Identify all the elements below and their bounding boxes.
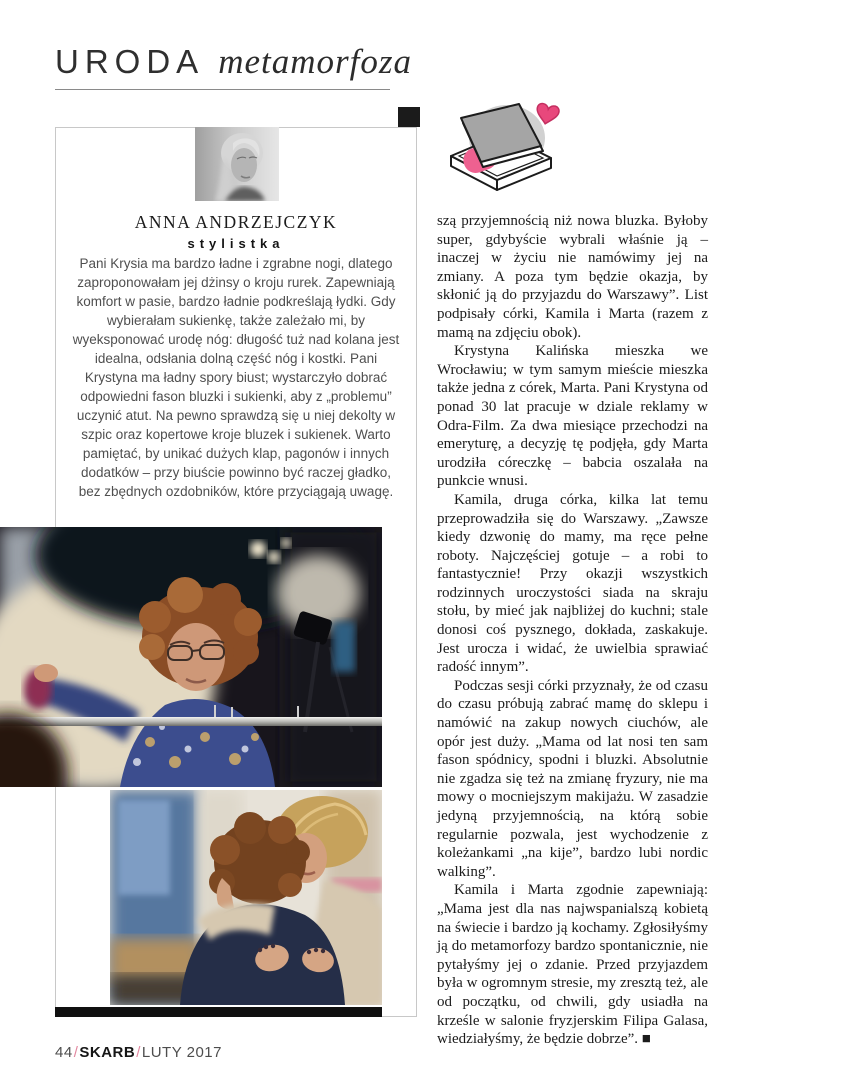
card-bottom-bar [55, 1007, 382, 1017]
article-body [437, 212, 708, 1049]
article-paragraph: Podczas sesji córki przyznały, że od czasu do czasu próbują zabrać mamę do sklepu i namówić na zakup nowych ciuchów, ale opór jest duży. „Mama od lat nosi ten sam fason spódnicy, spodni i bluzki. Absolutnie nie zgadza się też na zmianę fryzury, nie ma mowy o mocniejszym makijażu. W zasadzie jedyną przyjemnością, na którą sobie regularnie pozwala, jest wychodzenie z koleżankami „na kije”, bardzo lubi nordic walking”. [437, 677, 708, 880]
stylist-portrait-photo [195, 127, 279, 201]
page-header [55, 42, 412, 82]
stylist-role: stylistka [187, 236, 285, 251]
section-title: URODA [55, 43, 205, 80]
portrait-image [195, 127, 279, 201]
article-paragraph: szą przyjemnością niż nowa bluzka. Byłoby super, gdybyście wybrali właśnie ją – inaczej w życiu nie namówimy jej na zmiany. A poza tym będzie okazja, by skłonić ją do przyjazdu do Warszawy”. List podpisały córki, Kamila i Marta (razem z mamą na zdjęciu obok). [437, 213, 708, 341]
article-paragraph: Kamila i Marta zgodnie zapewniają: „Mama jest dla nas najwspanialszą kobietą na świecie i bardzo ją kochamy. Zgłosiłyśmy ją do metamorfozy bardzo spontanicznie, nie pytałyśmy jej o zdanie. Przed przyjazdem była w ogromnym stresie, my zresztą też, ale od początku, od chwili, gdy usiadła na krześle w salonie fryzjerskim Filipa Galasa, wiedziałyśmy, że będzie dobrze”. ■ [437, 882, 708, 1048]
header-divider [55, 89, 390, 90]
corner-square-ornament [398, 107, 420, 127]
issue-label: LUTY 2017 [141, 1044, 222, 1061]
blush-compact-illustration [443, 92, 563, 204]
article-paragraph: Krystyna Kalińska mieszka we Wrocławiu; w tym samym mieście mieszka także jedna z córek, Marta. Pani Krystyna od ponad 30 lat pracuje w dziale reklamy w Odra-Film. Za dwa miesiące przechodzi na emeryturę, a decyzję tę podjęła, gdy Marta urodziła córeczkę – babcia oszalała na punkcie wnusi. [437, 343, 708, 490]
section-subtitle: metamorfoza [218, 42, 412, 81]
page-number: 44 [55, 1044, 73, 1061]
hug-photo-image [110, 790, 382, 1005]
article-paragraph: Kamila, druga córka, kilka lat temu przeprowadziła się do Warszawy. „Zawsze kiedy dzwonię do mamy, ma ręce pełne roboty. Najczęściej gotuje – a robi to fantastycznie! Przy okazji wszystkich rodzinnych uroczystości siada na skraju stołu, by mieć jak najbliżej do kuchni; stale donosi coś pysznego, dokłada, zaskakuje. Jest urocza i widać, że uwielbia sprawiać radość innym”. [437, 491, 708, 676]
footer-separator: / [136, 1044, 141, 1061]
page-footer [55, 1044, 222, 1061]
footer-separator: / [73, 1044, 79, 1061]
magazine-title: SKARB [79, 1044, 136, 1061]
hug-photo [110, 790, 382, 1005]
stylist-name: ANNA ANDRZEJCZYK [134, 212, 338, 232]
stylist-bio-text: Pani Krysia ma bardzo ładne i zgrabne nogi, dlatego zaproponowałam jej dżinsy o kroju rurek. Zapewniają komfort w pasie, bardzo ładnie podkreślają łydki. Gdy wybierałam sukienkę, także zależało mi, by wyeksponować urodę nóg: długość tuż nad kolana jest idealna, odsłania dolną część nóg i kostki. Pani Krystyna ma ładny spory biust; wystarczyło dobrać odpowiedni fason bluzki i sukienki, aby z „problemu” uczynić atut. Na pewno sprawdzą się u niej dekolty w szpic oraz kopertowe kroje bluzek i sukienek. Warto pamiętać, by unikać dużych klap, pagonów i innych dodatków – przy biuście powinno być raczej gładko, bez zbędnych ozdobników, które przyciągają uwagę. [72, 256, 400, 499]
compact-sketch [443, 92, 563, 204]
studio-session-photo [0, 527, 382, 787]
studio-photo-image [0, 527, 382, 787]
